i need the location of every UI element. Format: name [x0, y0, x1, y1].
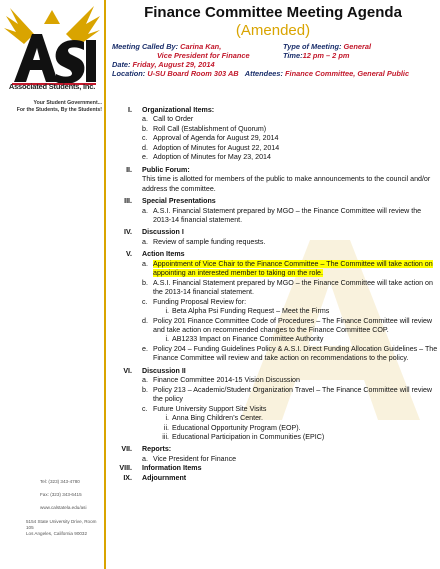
section-title: Discussion II — [142, 366, 186, 375]
list-item: a. A.S.I. Financial Statement prepared by MGO – the Finance Committee will review the 2013-14 financial statement. — [142, 206, 422, 224]
section-number: IX. — [123, 473, 132, 482]
section-number: III. — [124, 197, 132, 206]
section-title: Reports: — [142, 445, 172, 454]
section-title: Action Items — [142, 250, 185, 259]
section-action-items — [112, 250, 438, 363]
address-line-2: Los Angeles, California 90032 — [26, 531, 88, 536]
called-by-label: Meeting Called By: — [112, 42, 181, 51]
time-label: Time: — [283, 51, 303, 60]
meeting-location — [112, 69, 409, 78]
page-title: Finance Committee Meeting Agenda — [144, 4, 402, 21]
tagline-line-1: Your Student Government... — [33, 100, 102, 106]
list-item: d. Adoption of Minutes for August 22, 2014 — [142, 143, 280, 152]
list-item: b. Roll Call (Establishment of Quorum) — [142, 124, 267, 133]
section-title: Organizational Items: — [142, 106, 215, 114]
sub-item: i. Beta Alpha Psi Funding Request – Meet the Firms — [165, 307, 330, 316]
section-special-presentations — [112, 197, 438, 225]
section-title: Public Forum: — [142, 165, 190, 174]
website-link[interactable]: www.calstatela.edu/asi — [40, 505, 87, 510]
called-by-name: Carina Kan, — [180, 42, 222, 51]
list-item: a. Vice President for Finance — [142, 454, 237, 463]
section-organizational-items — [112, 106, 438, 163]
fax: Fax: (323) 343-6415 — [40, 492, 82, 497]
list-item: a. Finance Committee 2014-15 Vision Discussion — [142, 376, 300, 385]
section-title: Discussion I — [142, 228, 184, 237]
type-value: General — [343, 42, 372, 51]
section-number: VII. — [121, 445, 132, 454]
section-public-forum — [112, 166, 438, 194]
list-item: a. Call to Order — [142, 115, 194, 124]
sub-item: ii. Educational Opportunity Program (EOP). — [163, 423, 301, 432]
location-label: Location: — [112, 69, 148, 78]
tagline — [2, 100, 102, 114]
sidebar — [0, 0, 104, 569]
type-label: Type of Meeting: — [283, 42, 344, 51]
section-number: V. — [125, 250, 132, 259]
section-number: VIII. — [119, 464, 132, 473]
meeting-called-by — [112, 42, 221, 51]
address — [26, 519, 102, 537]
meeting-date — [112, 60, 215, 69]
address-line-1: 5154 State University Drive, Room 105 — [26, 519, 97, 530]
logo-subtitle: Associated Students, Inc. — [8, 82, 96, 91]
list-item: c. Funding Proposal Review for: — [142, 297, 247, 306]
called-by-role-text: Vice President for Finance — [157, 51, 250, 60]
section-number: VI. — [123, 366, 132, 375]
section-discussion-2 — [112, 367, 438, 443]
section-title: Special Presentations — [142, 197, 216, 206]
section-discussion-1 — [112, 228, 438, 247]
list-item: b. A.S.I. Financial Statement prepared by MGO – the Finance Committee will take action on the 2013-14 financial statement. — [142, 278, 433, 297]
list-item-highlighted: a. Appointment of Vice Chair to the Finance Committee – The Committee will take action on appointing an interested member to taking on the role. — [142, 259, 433, 278]
section-reports — [112, 445, 438, 464]
list-item: d. Policy 201 Finance Committee Code of Procedures – The Finance Committee will review and take action on recommended changes to the Finance Committee COP. — [142, 316, 433, 334]
section-information-items — [112, 464, 438, 473]
sidebar-divider — [104, 0, 106, 569]
list-item: e. Adoption of Minutes for May 23, 2014 — [142, 153, 271, 162]
date-value: Friday, August 29, 2014 — [132, 60, 215, 69]
list-item: e. Policy 204 – Funding Guidelines Policy & A.S.I. Direct Funding Allocation Guidelines – The Finance Committee will review and take action on recommendations to the policy. — [142, 344, 438, 363]
section-title: Adjournment — [142, 473, 187, 482]
sub-item: i. AB1233 Impact on Finance Committee Authority — [165, 335, 324, 344]
section-title: Information Items — [142, 464, 202, 473]
sub-item: iii. Educational Participation in Communities (EPIC) — [162, 432, 325, 441]
date-label: Date: — [112, 60, 133, 69]
list-item: c. Future University Support Site Visits — [142, 404, 267, 413]
public-forum-text: This time is allotted for members of the public to make announcements to the council and/or address the committee. — [142, 175, 431, 193]
location-value: U-SU Board Room 303 AB — [147, 69, 239, 78]
called-by-role — [157, 51, 250, 60]
list-item: a. Review of sample funding requests. — [142, 237, 266, 246]
section-number: II. — [126, 165, 132, 174]
tel: Tel: (323) 343-4780 — [40, 479, 80, 484]
highlighted-text: Appointment of Vice Chair to the Finance Committee – The Committee will take action on appointing an interested member to taking on the role. — [153, 259, 433, 278]
attendees-label: Attendees: — [244, 69, 286, 78]
tagline-line-2: For the Students, By the Students! — [16, 107, 102, 113]
attendees-value: Finance Committee, General Public — [285, 69, 410, 78]
list-item: b. Policy 213 – Academic/Student Organization Travel – The Finance Committee will review the policy — [142, 385, 433, 404]
section-adjournment — [112, 474, 438, 483]
sub-item: i. Anna Bing Children’s Center. — [165, 414, 263, 423]
agenda — [112, 106, 438, 483]
time-value: 12 pm – 2 pm — [302, 51, 350, 60]
meeting-type — [283, 42, 371, 51]
section-number: IV. — [123, 228, 132, 237]
meeting-time — [283, 51, 349, 60]
asi-logo — [4, 4, 100, 94]
section-number: I. — [128, 106, 132, 114]
page-subtitle: (Amended) — [235, 22, 311, 39]
list-item: c. Approval of Agenda for August 29, 2014 — [142, 134, 279, 143]
